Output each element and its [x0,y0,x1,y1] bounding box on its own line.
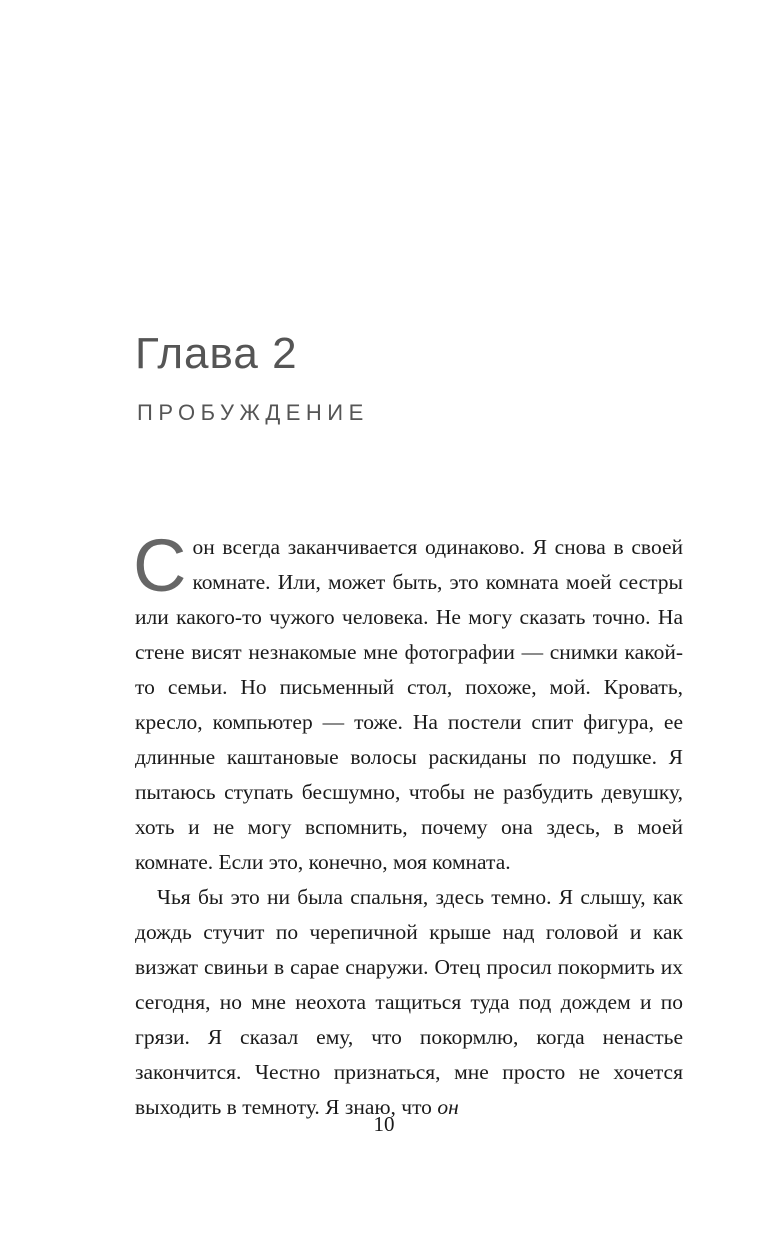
paragraph-2-italic: он [437,1095,459,1119]
page-number: 10 [373,1112,395,1136]
paragraph-2-text: Чья бы это ни была спальня, здесь темно. Я слышу, как дождь стучит по черепичной крыше над головой и как визжат свиньи в сарае снаружи. Отец просил покормить их сегодня, но мне неохота тащиться туда под дождем и по грязи. Я сказал ему, что покормлю, когда ненастье закончится. Честно признаться, мне просто не хочется выходить в темноту. Я знаю, что [135,885,683,1119]
paragraph-1-text: он всегда заканчивается одинаково. Я снова в своей комнате. Или, может быть, это комната моей сестры или какого-то чужого человека. Не могу сказать точно. На стене висят незнакомые мне фотографии — снимки какой-то семьи. Но письменный стол, похоже, мой. Кровать, кресло, компьютер — тоже. На постели спит фигура, ее длинные каштановые волосы раскиданы по подушке. Я пытаюсь ступать бесшумно, чтобы не разбудить девушку, хоть и не могу вспомнить, почему она здесь, в моей комнате. Если это, конечно, моя комната. [135,535,683,874]
drop-cap: С [133,524,187,607]
body-text [133,524,683,1125]
chapter-title: Глава 2 [135,329,298,378]
paragraph-2 [135,880,683,1125]
paragraph-1 [133,524,683,880]
chapter-subtitle: ПРОБУЖДЕНИЕ [137,400,369,425]
